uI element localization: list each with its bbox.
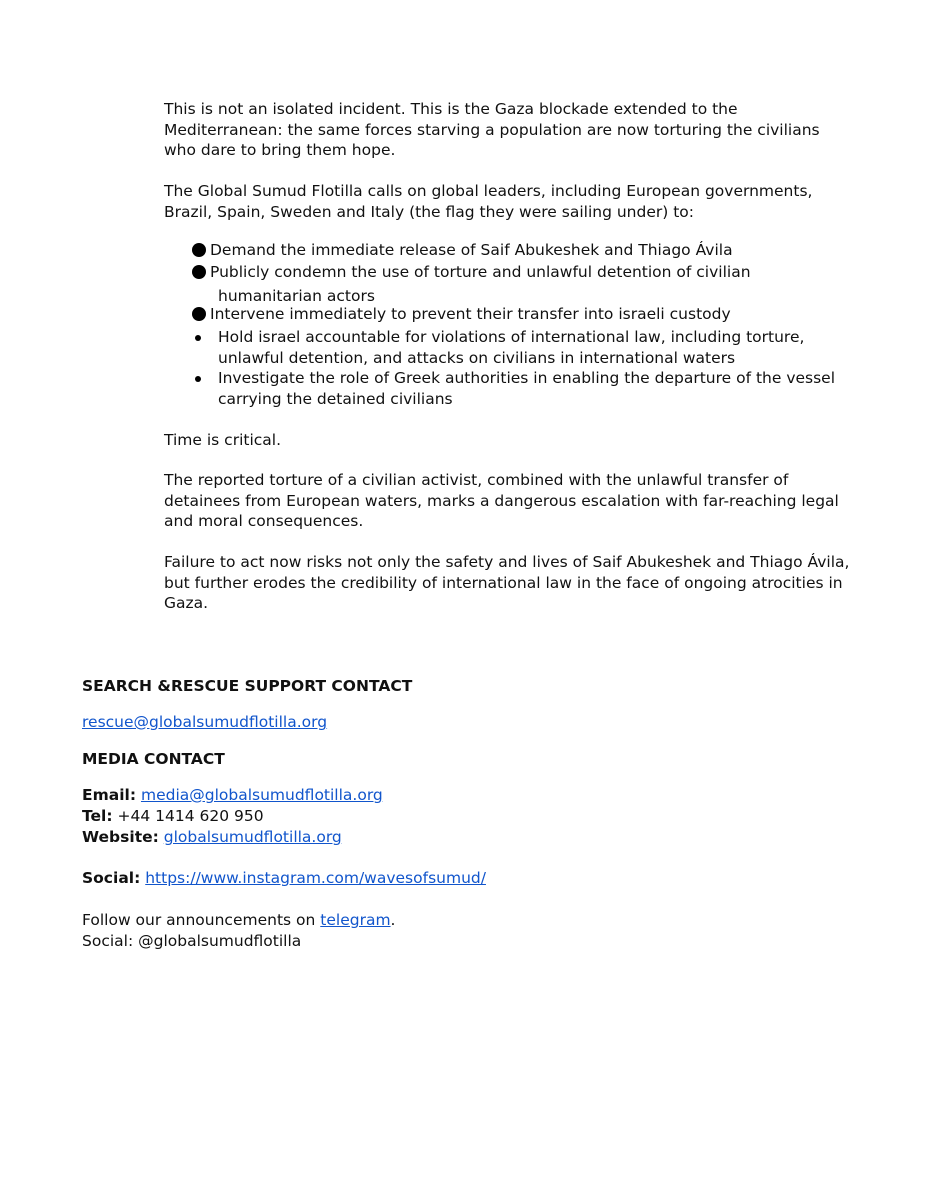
media-email-row [82, 785, 842, 806]
list-item [164, 368, 858, 409]
follow-suffix: . [390, 911, 396, 929]
paragraph-time-critical: Time is critical. [164, 431, 282, 449]
rescue-email-row [82, 712, 842, 733]
tel-row [82, 806, 842, 827]
bullet-icon [195, 335, 201, 341]
media-contact-heading: MEDIA CONTACT [82, 750, 225, 768]
rescue-email-link[interactable]: rescue@globalsumudflotilla.org [82, 713, 328, 731]
list-item [164, 327, 858, 368]
email-label: Email: [82, 786, 137, 804]
tel-label: Tel: [82, 807, 113, 825]
list-item-text: Intervene immediately to prevent their transfer into israeli custody [210, 305, 731, 323]
social-handle: Social: @globalsumudflotilla [82, 932, 302, 950]
bullet-icon [192, 243, 206, 257]
bullet-icon [192, 307, 206, 321]
list-item-text-continuation: humanitarian actors [218, 286, 375, 305]
list-item [164, 262, 900, 306]
paragraph-call-to-leaders: The Global Sumud Flotilla calls on global leaders, including European governments, Brazil, Spain, Sweden and Italy (the flag they were sailing under) to: [164, 182, 813, 221]
list-item-text: Hold israel accountable for violations of international law, including torture, unlawful detention, and attacks on civilians in international waters [218, 328, 805, 367]
social-row [82, 868, 842, 889]
rescue-contact-heading: SEARCH &RESCUE SUPPORT CONTACT [82, 677, 413, 695]
website-label: Website: [82, 828, 159, 846]
follow-prefix: Follow our announcements on [82, 911, 316, 929]
paragraph-escalation: The reported torture of a civilian activist, combined with the unlawful transfer of detainees from European waters, marks a dangerous escalation with far-reaching legal and moral consequences. [164, 471, 839, 530]
social-label: Social: [82, 869, 141, 887]
paragraph-blockade: This is not an isolated incident. This is the Gaza blockade extended to the Mediterranean: the same forces starving a population are now torturing the civilians who dare to bring them hope. [164, 100, 820, 159]
tel-value: +44 1414 620 950 [117, 807, 264, 825]
website-link[interactable]: globalsumudflotilla.org [163, 828, 342, 846]
paragraph-failure-to-act: Failure to act now risks not only the safety and lives of Saif Abukeshek and Thiago Ávila, but further erodes the credibility of international law in the face of ongoing atrocities in Gaza. [164, 553, 850, 612]
list-item-text: Demand the immediate release of Saif Abukeshek and Thiago Ávila [210, 241, 733, 259]
telegram-link[interactable]: telegram [320, 911, 391, 929]
website-row [82, 827, 842, 848]
follow-row [82, 910, 842, 931]
bullet-icon [195, 376, 201, 382]
instagram-link[interactable]: https://www.instagram.com/wavesofsumud/ [145, 869, 486, 887]
list-item-text: Investigate the role of Greek authorities in enabling the departure of the vessel carrying the detained civilians [218, 369, 836, 408]
list-item [164, 304, 900, 325]
bullet-icon [192, 265, 206, 279]
list-item-text: Publicly condemn the use of torture and unlawful detention of civilian [210, 263, 751, 281]
media-email-link[interactable]: media@globalsumudflotilla.org [140, 786, 383, 804]
list-item [164, 240, 900, 261]
